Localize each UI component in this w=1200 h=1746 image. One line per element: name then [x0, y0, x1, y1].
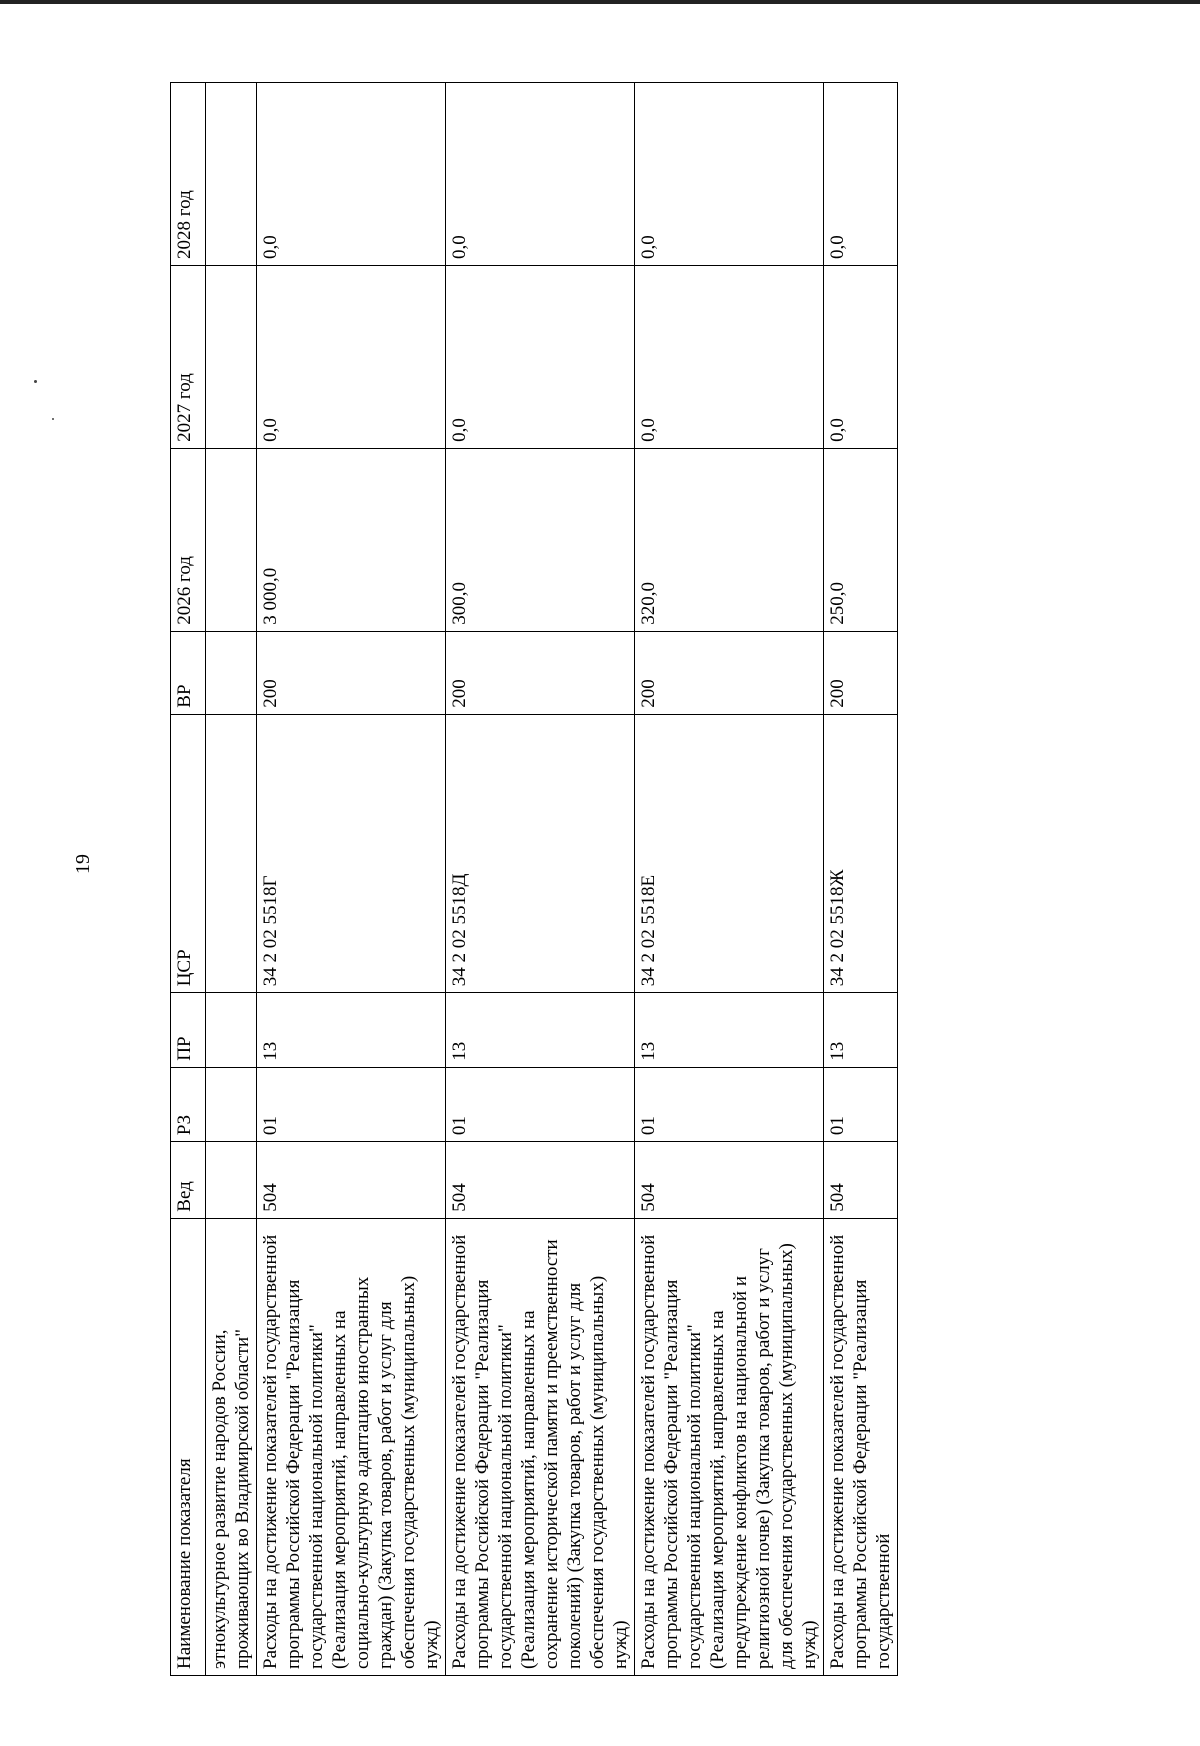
row-name: Расходы на достижение показателей государственной программы Российской Федерации "Реализация государственной национальной политики" (Реализация мероприятий, направленных на социально-культурную адаптацию иностранных граждан) (Закупка товаров, работ и услуг для обеспечения государственных (муниципальных) нужд) [257, 1218, 446, 1675]
row-pr: 13 [635, 993, 824, 1067]
page-number: 19 [72, 854, 94, 874]
table-row [824, 83, 898, 1676]
row-vr [206, 631, 257, 714]
row-vr: 200 [257, 631, 446, 714]
row-2027: 0,0 [635, 265, 824, 448]
table-row [446, 83, 635, 1676]
row-pr [206, 993, 257, 1067]
row-name: этнокультурное развитие народов России, проживающих во Владимирской области" [206, 1218, 257, 1675]
row-pr: 13 [257, 993, 446, 1067]
row-2027: 0,0 [446, 265, 635, 448]
table-header-row [171, 83, 206, 1676]
row-2027 [206, 265, 257, 448]
table-row [635, 83, 824, 1676]
header-rz: РЗ [171, 1067, 206, 1141]
row-name: Расходы на достижение показателей государственной программы Российской Федерации "Реализация государственной национальной политики" (Реализация мероприятий, направленных на предупреждение конфликтов на национальной и религиозной почве) (Закупка товаров, работ и услуг для обеспечения государственных (муниципальных) нужд) [635, 1218, 824, 1675]
row-rz [206, 1067, 257, 1141]
table-row [206, 83, 257, 1676]
row-2028: 0,0 [446, 83, 635, 266]
row-2027: 0,0 [257, 265, 446, 448]
header-ved: Вед [171, 1142, 206, 1219]
row-ved: 504 [824, 1142, 898, 1219]
row-ved: 504 [635, 1142, 824, 1219]
budget-table [170, 82, 898, 1676]
header-csr: ЦСР [171, 714, 206, 993]
header-2028: 2028 год [171, 83, 206, 266]
row-csr: 34 2 02 5518Г [257, 714, 446, 993]
row-csr: 34 2 02 5518Д [446, 714, 635, 993]
row-csr: 34 2 02 5518Ж [824, 714, 898, 993]
row-pr: 13 [824, 993, 898, 1067]
row-2028: 0,0 [257, 83, 446, 266]
header-vr: ВР [171, 631, 206, 714]
header-2026: 2026 год [171, 448, 206, 631]
row-2026: 250,0 [824, 448, 898, 631]
row-rz: 01 [446, 1067, 635, 1141]
header-pr: ПР [171, 993, 206, 1067]
row-2028: 0,0 [824, 83, 898, 266]
row-ved: 504 [257, 1142, 446, 1219]
row-2028: 0,0 [635, 83, 824, 266]
row-pr: 13 [446, 993, 635, 1067]
row-vr: 200 [635, 631, 824, 714]
row-rz: 01 [824, 1067, 898, 1141]
row-ved [206, 1142, 257, 1219]
row-2026 [206, 448, 257, 631]
row-rz: 01 [257, 1067, 446, 1141]
row-vr: 200 [824, 631, 898, 714]
row-name: Расходы на достижение показателей государственной программы Российской Федерации "Реализация государственной национальной политики" (Реализация мероприятий, направленных на сохранение исторической памяти и преемственности поколений) (Закупка товаров, работ и услуг для обеспечения государственных (муниципальных) нужд) [446, 1218, 635, 1675]
row-csr: 34 2 02 5518Е [635, 714, 824, 993]
row-2027: 0,0 [824, 265, 898, 448]
row-2028 [206, 83, 257, 266]
row-2026: 320,0 [635, 448, 824, 631]
table-row [257, 83, 446, 1676]
row-csr [206, 714, 257, 993]
header-2027: 2027 год [171, 265, 206, 448]
row-rz: 01 [635, 1067, 824, 1141]
header-name: Наименование показателя [171, 1218, 206, 1675]
row-name: Расходы на достижение показателей государственной программы Российской Федерации "Реализация государственной [824, 1218, 898, 1675]
row-2026: 3 000,0 [257, 448, 446, 631]
row-vr: 200 [446, 631, 635, 714]
row-2026: 300,0 [446, 448, 635, 631]
row-ved: 504 [446, 1142, 635, 1219]
